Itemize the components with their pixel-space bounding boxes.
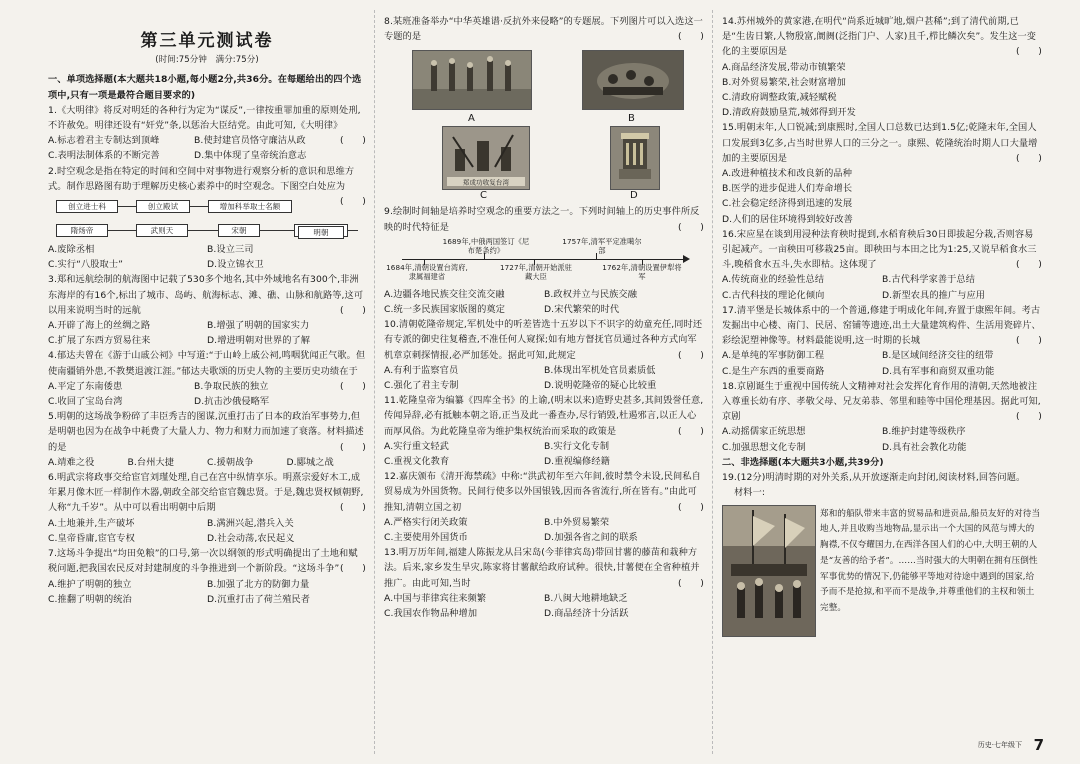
question-17	[722, 303, 1042, 379]
flow-box: 创立进士科	[56, 200, 118, 213]
question-stem: 15.明朝末年,人口锐减;到康熙时,全国人口总数已达到1.5亿;乾隆末年,全国人口发展到3亿多,占当时世界人口的三分之一。康熙、乾隆统治时期人口大量增加的主要原因是	[722, 122, 1038, 164]
flow-box: 明朝	[298, 226, 344, 239]
painting-image-c	[442, 126, 530, 190]
option: A.靖难之役	[48, 456, 95, 468]
material-label: 材料一:	[734, 487, 766, 499]
question-18	[722, 379, 1042, 455]
option: C.表明法制体系的不断完善	[48, 150, 160, 162]
timeline-event: 1762年,清朝设置伊犁将军	[602, 262, 682, 281]
option: A.有利于监察官员	[384, 364, 459, 376]
question-19	[722, 470, 1042, 640]
answer-paren: ( )	[340, 502, 366, 514]
option: D.抗击沙俄侵略军	[194, 396, 270, 408]
ship-illustration-image	[722, 505, 816, 637]
question-stem: 14.苏州城外的黄家港,在明代“尚系近城旷地,烟户甚稀”;到了清代前期,已是“生齿日繁,人物殷富,阛阓(泛指门户、人家)且千,栉比鳞次矣”。发生这一变化的主要原因是	[722, 16, 1037, 58]
option: D.具有社会教化功能	[882, 441, 967, 453]
question-12	[384, 469, 704, 545]
timeline-event: 1757年,清军平定准噶尔部	[562, 236, 642, 255]
answer-paren: ( )	[678, 425, 704, 437]
column-divider	[374, 10, 375, 754]
option: C.清政府调整政策,减轻赋税	[722, 92, 837, 104]
question-stem: 4.郁达夫曾在《游于山戚公祠》中写道:“于山岭上戚公祠,鸣咽犹闻正气歌。但使南疆销外患,不教樊退渡江涯。”郁达夫歌颂的历史人物的主要历史功绩在于	[48, 350, 366, 377]
question-14	[722, 14, 1042, 120]
question-7	[48, 546, 366, 607]
picture-options	[384, 48, 704, 200]
option: A.商品经济发展,带动市镇繁荣	[722, 61, 846, 73]
question-stem: 11.乾隆皇帝为编纂《四库全书》的上谕,(明末以来)造野史甚多,其间毁誉任意,传闻异辞,必有抵触本朝之语,正当及此一番查办,尽行销毁,杜遏邪言,以正人心而厚风俗。为此乾隆皇帝为维护集权统治而采取的政策是	[384, 395, 704, 437]
flow-box: 增加科举取士名额	[208, 200, 292, 213]
option: D.人们的居住环境得到较好改善	[722, 213, 853, 225]
option: D.集中体现了皇帝统治意志	[194, 150, 307, 162]
option: B.增强了明朝的国家实力	[207, 320, 310, 332]
question-stem: 3.郑和远航绘制的航海图中记载了530多个地名,其中外域地名有300个,非洲东海岸的有16个,标出了城市、岛屿、航海标志、滩、礁、山脉和航路等,这可以用来说明当时的远航	[48, 274, 364, 316]
option: A.严格实行闭关政策	[384, 516, 468, 528]
option: C.皇帝昏庸,宦官专权	[48, 532, 135, 544]
option: A.边疆各地民族交往交流交融	[384, 288, 505, 300]
option: C.是生产东西的重要商路	[722, 365, 825, 377]
question-stem: 18.京剧诞生于重视中国传统人文精神对社会发挥化育作用的清朝,天然地被注入尊重长幼有序、孝敬父母、兄友弟恭、邻里和睦等中国伦理基因。据此可知,京剧	[722, 380, 1041, 423]
section-heading: 一、单项选择题(本大题共18小题,每小题2分,共36分。在每题给出的四个选项中,只有一项是最符合题目要求的)	[48, 74, 362, 101]
option: C.古代科技的理论化倾向	[722, 289, 825, 301]
flow-box: 武则天	[136, 224, 188, 237]
page-number: 7	[1033, 736, 1044, 754]
option: A.土地兼并,生产破坏	[48, 517, 135, 529]
option: A.实行重文轻武	[384, 440, 449, 452]
option: B.加强了北方的防御力量	[207, 578, 310, 590]
option: C.加强思想文化专制	[722, 441, 806, 453]
answer-paren: ( )	[340, 196, 366, 208]
answer-paren: ( )	[340, 304, 366, 316]
option: C.援朝战争	[207, 456, 254, 468]
option: B.使封建官员恪守廉洁从政	[194, 135, 306, 147]
column-3	[722, 14, 1042, 752]
answer-paren: ( )	[678, 501, 704, 513]
answer-paren: ( )	[678, 577, 704, 589]
answer-paren: ( )	[340, 380, 366, 392]
flow-line	[348, 230, 358, 231]
option: A.废除丞相	[48, 244, 95, 256]
question-stem: 13.明万历年间,福建人陈振龙从吕宋岛(今菲律宾岛)带回甘薯的藤苗和栽种方法。后来,家乡发生旱灾,陈家将甘薯献给政府试种。很快,甘薯便在全省种植并推广。由此可知,当时	[384, 547, 700, 589]
exam-subtitle: (时间:75分钟 满分:75分)	[155, 55, 259, 66]
option: B.维护封建等级秩序	[882, 426, 966, 438]
option: B.设立三司	[207, 244, 254, 256]
flow-box: 隋炀帝	[56, 224, 108, 237]
option: B.实行文化专制	[544, 440, 610, 452]
picture-label: B	[628, 113, 635, 125]
option: A.标志着君主专制达到顶峰	[48, 135, 160, 147]
question-3	[48, 272, 366, 348]
answer-paren: ( )	[1016, 152, 1042, 164]
option: C.重视文化教育	[384, 456, 450, 468]
question-stem: 7.这场斗争提出“均田免粮”的口号,第一次以纲领的形式明确提出了土地和赋税问题,把我国农民反对封建制度的斗争推进到一个新阶段。“这场斗争”	[48, 548, 358, 575]
option: B.争取民族的独立	[194, 380, 269, 392]
flow-line	[118, 206, 136, 207]
option: D.新型农具的推广与应用	[882, 289, 986, 301]
option: D.商品经济十分活跃	[544, 608, 629, 620]
answer-paren: ( )	[340, 563, 366, 575]
option: D.社会动荡,农民起义	[207, 532, 295, 544]
question-10	[384, 317, 704, 393]
option: C.统一多民族国家版图的奠定	[384, 304, 505, 316]
column-2	[384, 14, 704, 752]
flow-line	[190, 206, 208, 207]
answer-paren: ( )	[1016, 335, 1042, 347]
answer-paren: ( )	[678, 349, 704, 361]
question-stem: 8.某班准备举办“中华英雄谱·反抗外来侵略”的专题展。下列图片可以入选这一专题的是	[384, 16, 703, 43]
option: D.具有军事和商贸双重功能	[882, 365, 995, 377]
option: B.中外贸易繁荣	[544, 516, 610, 528]
option: A.传统商业的经验性总结	[722, 274, 825, 286]
question-stem: 16.宋应星在谈到用浸种法育秧时提到,水稻育秧后30日即拔起分栽,否则容易引起减产。一亩秧田可移栽25亩。即秧田与本田之比为1:25,又说早稻食水三斗,晚稻食水五斗,失水即枯。这体现了	[722, 228, 1037, 271]
column-divider	[712, 10, 713, 754]
question-stem: 2.时空观念是指在特定的时间和空间中对事物进行观察分析的意识和思维方式。制作思路图有助于理解历史核心素养中的时空观念。下图空白处应为	[48, 165, 355, 192]
footer-label: 历史·七年级下	[977, 741, 1022, 749]
flow-box: 宋朝	[218, 224, 260, 237]
timeline	[384, 237, 704, 285]
option: A.动摇儒家正统思想	[722, 426, 806, 438]
timeline-event: 1684年,清朝设置台湾府,隶属福建省	[386, 262, 468, 281]
timeline-event: 1689年,中俄两国签订《尼布楚条约》	[442, 236, 530, 255]
question-1	[48, 103, 366, 164]
option: B.体现出军机处官员素质低	[544, 364, 656, 376]
option: B.对外贸易繁荣,社会财富增加	[722, 76, 846, 88]
option: D.清政府鼓励垦荒,城郊得到开发	[722, 107, 856, 119]
option: B.台州大捷	[127, 456, 175, 468]
question-stem: 6.明武宗将政事交给宦官刘瑾处理,自己在宫中纵情享乐。明熹宗爱好木工,成年累月像木匠一样制作木器,朝政全部交给宦官魏忠贤。于是,魏忠贤权倾朝野,人称“九千岁”。从中可以看出明朝中后期	[48, 472, 364, 514]
question-stem: 17.清平堡是长城体系中的一个普通,修建于明成化年间,弃置于康熙年间。考古发掘出中心楼、南门、民居、窑铺等遗迹,出土大量建筑构件、生活用瓷碎片、彩绘泥塑神像等。材料最能说明,这一时期的长城	[722, 304, 1041, 347]
answer-paren: ( )	[1016, 259, 1042, 271]
option: D.沉重打击了荷兰殖民者	[207, 593, 311, 605]
question-stem: 12.嘉庆颁布《清开海禁疏》中称:“洪武初年至六年间,彼时禁令未设,民间私自贸易成为外国货物。民间行使多以外国银钱,因而各省流行,所在皆有。”由此可推知,清朝立国之初	[384, 471, 701, 513]
answer-paren: ( )	[340, 135, 366, 147]
option: C.强化了君主专制	[384, 380, 459, 392]
option: A.开辟了海上的丝绸之路	[48, 320, 151, 332]
question-11	[384, 393, 704, 469]
option: C.收回了宝岛台湾	[48, 396, 123, 408]
option: B.满洲兴起,潜兵入关	[207, 517, 294, 529]
option: D.宋代繁荣的时代	[544, 304, 620, 316]
answer-paren: ( )	[1016, 46, 1042, 58]
question-9	[384, 204, 704, 317]
option: D.说明乾隆帝的疑心比较重	[544, 380, 657, 392]
picture-label: A	[468, 113, 475, 125]
option: A.是单纯的军事防御工程	[722, 350, 825, 362]
flow-line	[260, 230, 294, 231]
section-heading: 二、非选择题(本大题共3小题,共39分)	[722, 456, 884, 468]
option: B.是区域间经济交往的纽带	[882, 350, 994, 362]
question-stem: 9.绘制时间轴是培养时空观念的重要方法之一。下列时间轴上的历史事件所反映的时代特征是	[384, 206, 700, 233]
option: C.扩展了东西方贸易往来	[48, 335, 151, 347]
question-2	[48, 164, 366, 273]
option: C.实行“八股取士”	[48, 259, 123, 271]
option: B.医学的进步促进人们寿命增长	[722, 183, 853, 195]
option: A.改进种植技术和改良新的品种	[722, 168, 852, 180]
option: B.八闽大地耕地缺乏	[544, 592, 628, 604]
option: D.郾城之战	[286, 456, 334, 468]
picture-label: C	[480, 190, 488, 202]
painting-image-a	[412, 50, 532, 110]
answer-paren: ( )	[678, 31, 704, 43]
option: D.重视编修经籍	[544, 456, 610, 468]
timeline-event: 1727年,清朝开始派驻藏大臣	[499, 262, 573, 281]
question-13	[384, 545, 704, 621]
option: C.社会稳定经济得到迅速的发展	[722, 198, 853, 210]
picture-label: D	[630, 190, 638, 202]
answer-paren: ( )	[1016, 411, 1042, 423]
question-5	[48, 409, 366, 470]
flow-line	[188, 230, 218, 231]
question-4	[48, 348, 366, 409]
painting-image-b	[582, 50, 684, 110]
option: C.推翻了明朝的统治	[48, 593, 132, 605]
question-6	[48, 470, 366, 546]
question-16	[722, 227, 1042, 303]
question-8	[384, 14, 704, 200]
column-1	[48, 14, 366, 752]
page-title: 第三单元测试卷	[140, 31, 274, 51]
material-box	[722, 505, 1042, 641]
option: C.我国农作物品种增加	[384, 608, 478, 620]
option: D.增进明朝对世界的了解	[207, 335, 311, 347]
answer-paren: ( )	[678, 221, 704, 233]
picture-caption: 郑成功收复台湾	[462, 178, 510, 187]
answer-paren: ( )	[340, 441, 366, 453]
option: B.古代科学家善于总结	[882, 274, 976, 286]
option: A.中国与菲律宾往来频繁	[384, 592, 487, 604]
question-stem: 10.清朝乾隆帝规定,军机处中的听差皆选十五岁以下不识字的幼童充任,同时还有专派的御史往复稽查,不准任何人窥探;如有地方督抚官员通过各种方式向军机章京刺探情报,必严加惩处。据此可知,此规定	[384, 319, 703, 361]
option: A.平定了东南倭患	[48, 380, 123, 392]
option: C.主要使用外国货币	[384, 532, 468, 544]
option: B.政权并立与民族交融	[544, 288, 638, 300]
option: D.加强各省之间的联系	[544, 532, 638, 544]
flow-line	[108, 230, 136, 231]
artifact-image-d	[610, 126, 660, 190]
timeline-arrow	[683, 255, 690, 263]
question-stem: 19.(12分)明清时期的对外关系,从开放逐渐走向封闭,阅读材料,回答问题。	[722, 472, 1026, 484]
option: D.设立锦衣卫	[207, 259, 264, 271]
question-15	[722, 120, 1042, 226]
material-text: 郑和的船队带来丰富的贸易品和进贡品,船员友好的对待当地人,并且收购当地物品,显示出一个大国的风范与博大的胸襟,不仅夸耀国力,在西洋各国人们的心中,大明王朝的人是“友善的给予者”。……当时强大的大明朝在拥有压倒性军事优势的情况下,仍能够平等地对待途中遇到的国家,给予而不是抢掠,和平而不是战争,并尊重他们的主权和领土完整。	[820, 508, 1041, 614]
question-stem: 5.明朝的这场战争粉碎了丰臣秀吉的图谋,沉重打击了日本的政治军事势力,但是明朝也因为在战争中耗费了大量人力、物力和财力而加速了衰落。材料描述的是	[48, 411, 364, 453]
option: A.维护了明朝的独立	[48, 578, 132, 590]
flow-box: 创立殿试	[136, 200, 190, 213]
question-stem: 1.《大明律》将反对明廷的各种行为定为“谋反”,一律按重罪加重的原则处刑,不许赦免。明律还设有“奸党”条,以惩治大臣结党。由此可知,《大明律》	[48, 104, 361, 132]
